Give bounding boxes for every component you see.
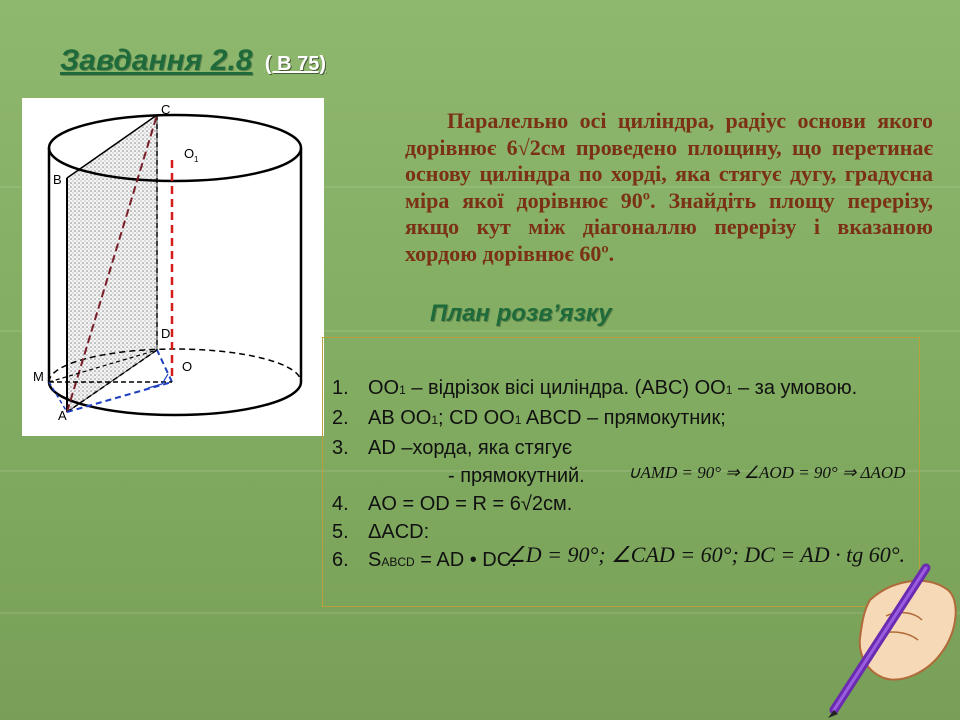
step-text: – відрізок вісі циліндра. (ABC) OO	[405, 377, 726, 399]
slide-title	[60, 44, 326, 78]
step-number: 6.	[332, 549, 349, 571]
step-text: AD –хорда, яка стягує	[368, 437, 573, 459]
step-text: = AD • DC.	[414, 549, 517, 571]
step-number: 4.	[332, 493, 349, 515]
step-text: OO	[368, 377, 400, 399]
step-subscript: 1	[399, 383, 406, 397]
label-o1-sub: 1	[194, 155, 199, 164]
step-number: 5.	[332, 521, 349, 543]
formula-step-5: ∠D = 90°; ∠CAD = 60°; DC = AD · tg 60°.	[506, 542, 906, 567]
label-c: C	[161, 102, 171, 117]
title-main: Завдання 2.8	[60, 44, 253, 77]
label-d: D	[161, 326, 171, 341]
step-number: 3.	[332, 437, 349, 459]
step-text: S	[368, 549, 382, 571]
title-source: ( В 75)	[264, 53, 326, 75]
top-base	[49, 115, 301, 181]
step-text: AB OO	[368, 407, 432, 429]
step-number: 1.	[332, 377, 349, 399]
writing-hand-icon	[822, 560, 960, 720]
step-text: – за умовою.	[732, 377, 858, 399]
step-subscript: 1	[431, 413, 439, 427]
step-4	[332, 490, 922, 518]
problem-text: Паралельно осі циліндра, радіус основи якого дорівнює 6√2см проведено площину, що перетинає основу циліндра по хорді, яка стягує дугу, градусна міра якої дорівнює 90º. Знайдіть площу перерізу, якщо кут між діагоналлю перерізу і вказаною хордою дорівнює 60º.	[405, 108, 933, 266]
label-o: O	[182, 359, 193, 374]
step-subscript: 1	[514, 413, 522, 427]
label-m: M	[33, 369, 44, 384]
formula-step-3: ∪AMD = 90° ⇒ ∠AOD = 90° ⇒ ΔAOD	[628, 463, 906, 482]
step-subscript: 1	[725, 383, 733, 397]
step-2	[332, 404, 922, 434]
cylinder-drawing	[22, 98, 324, 436]
label-a: A	[58, 408, 67, 423]
cylinder-figure	[22, 98, 324, 436]
step-text: ; CD OO	[438, 407, 515, 429]
step-text: ABCD – прямокутник;	[521, 407, 726, 429]
step-text: AO = OD = R = 6√2см.	[368, 493, 573, 515]
step-subscript: ABCD	[381, 555, 415, 569]
step-text-continued: - прямокутний.	[448, 465, 585, 487]
step-text: ΔACD:	[368, 521, 430, 543]
step-1	[332, 374, 922, 404]
label-o1: O	[184, 146, 195, 161]
label-b: B	[53, 172, 62, 187]
plan-title: План розв’язку	[430, 300, 612, 327]
radius-od	[157, 350, 172, 382]
step-number: 2.	[332, 407, 349, 429]
